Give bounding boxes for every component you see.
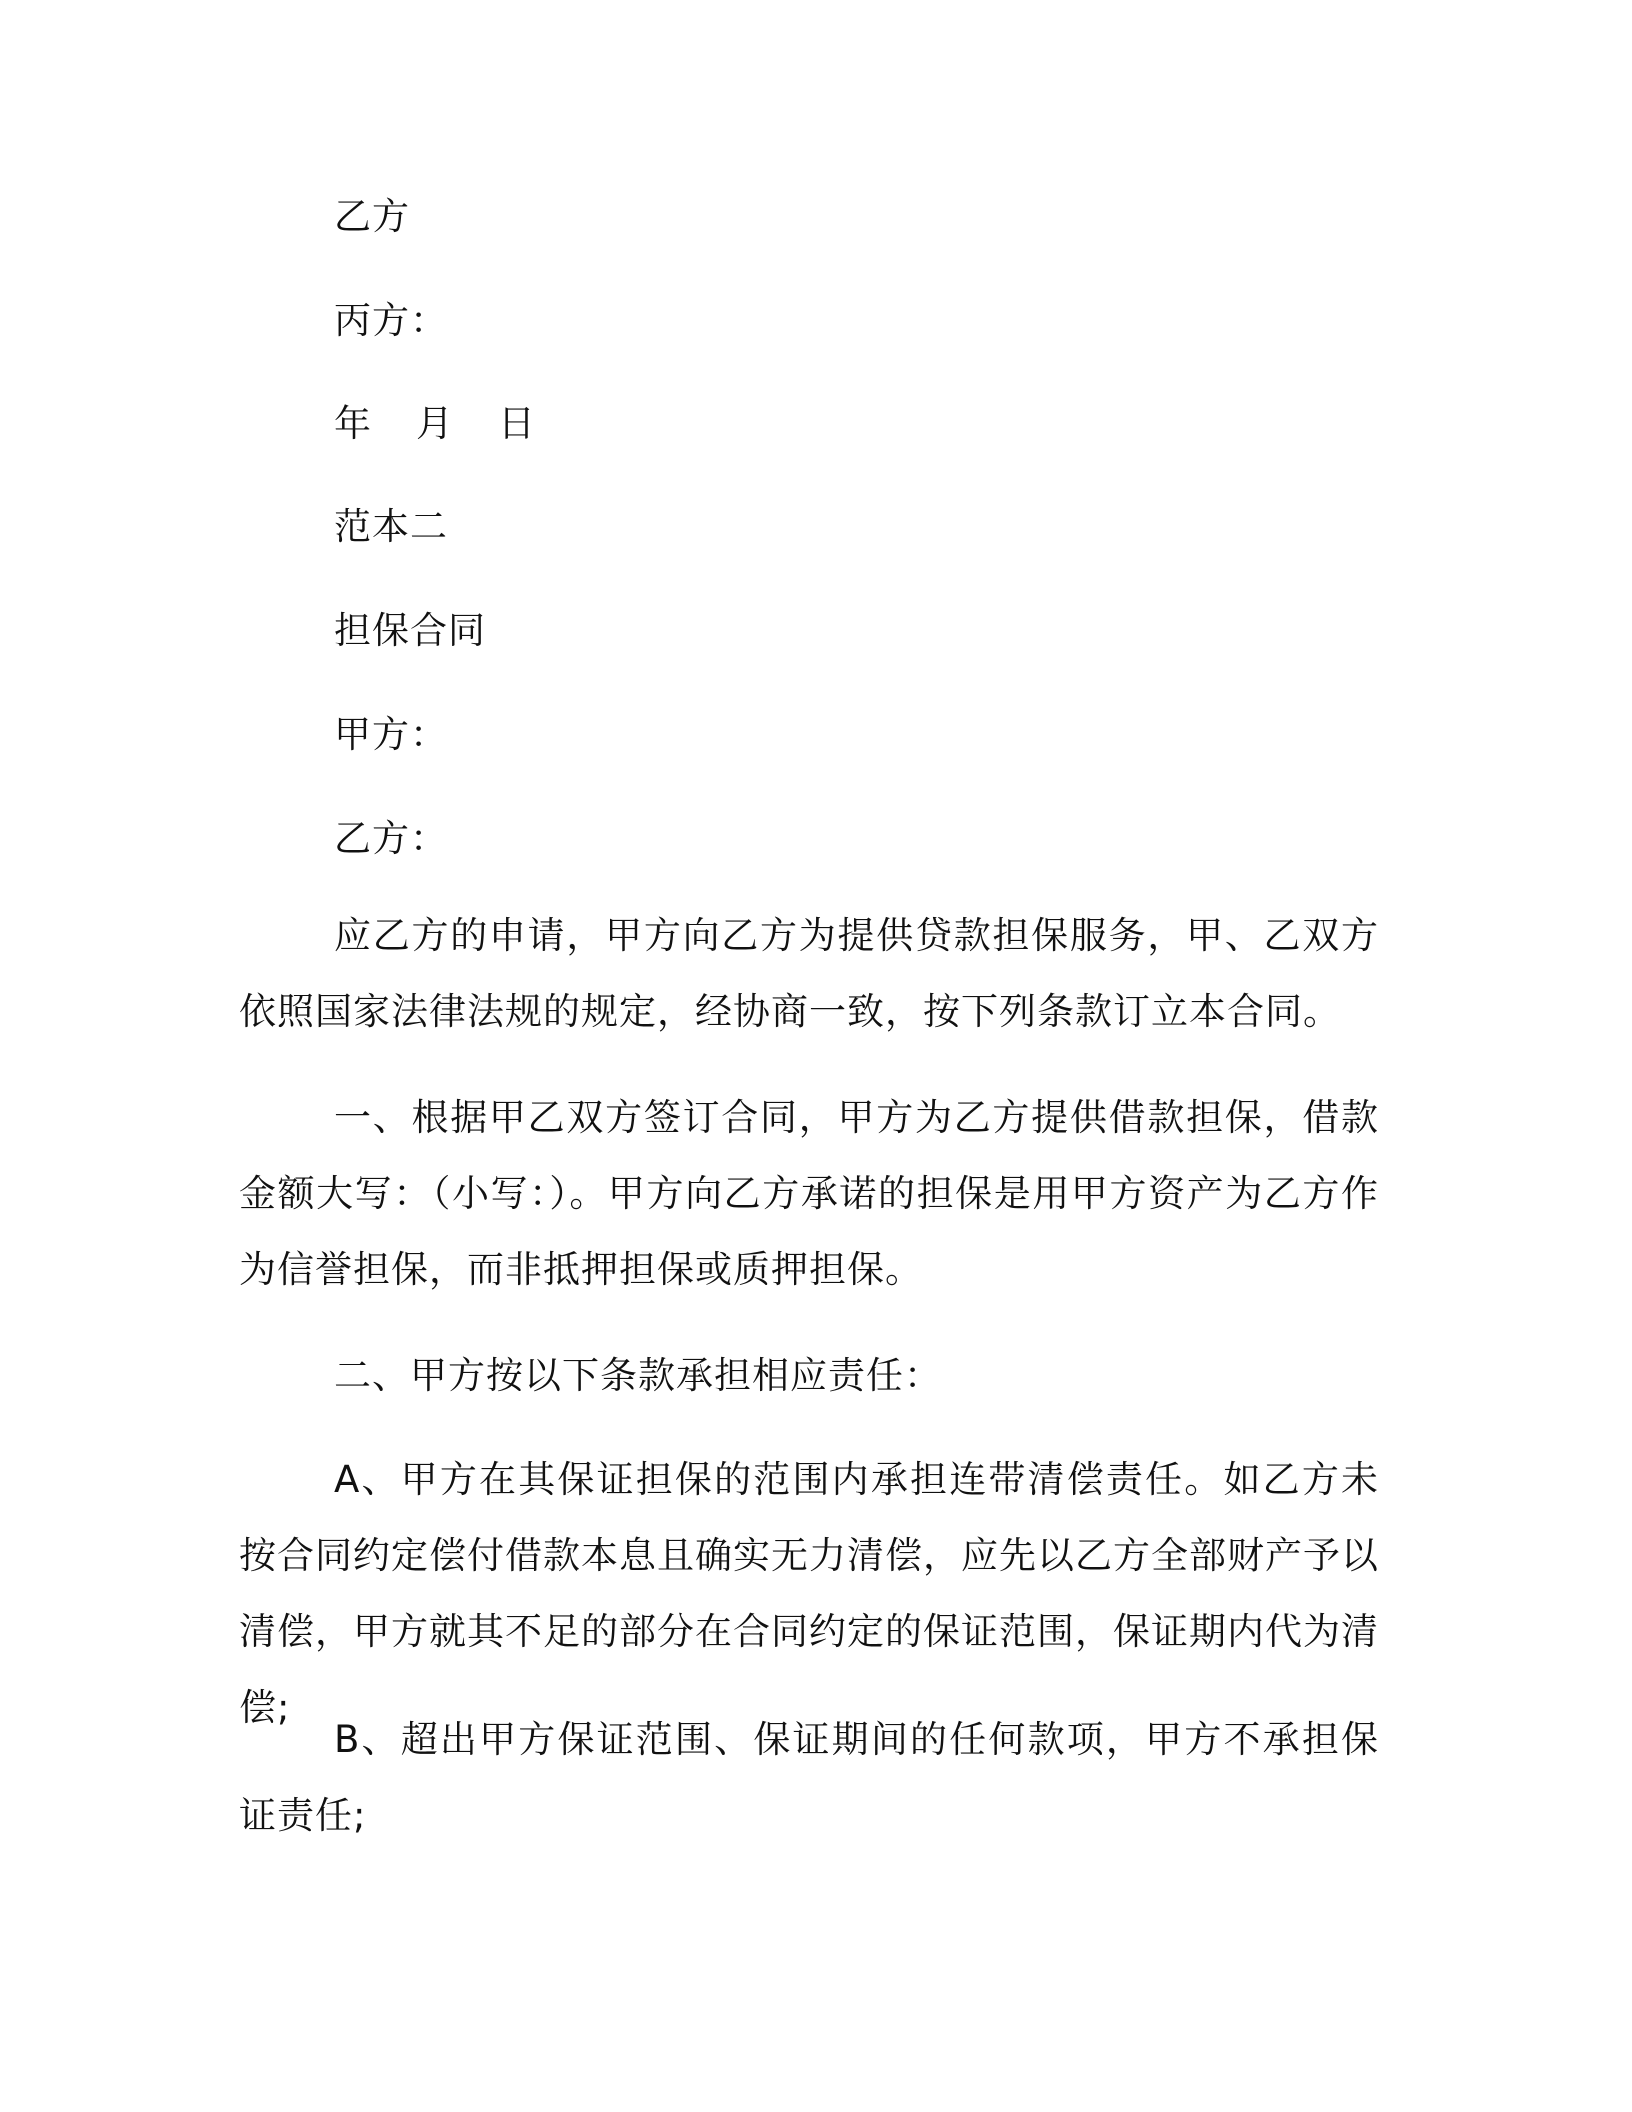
party-a-field: 甲方： bbox=[334, 713, 448, 756]
intro-paragraph: 应乙方的申请，甲方向乙方为提供贷款担保服务，甲、乙双方依照国家法律法规的规定，经协商一致，按下列条款订立本合同。 bbox=[239, 914, 1379, 1033]
date-month: 月 bbox=[416, 402, 454, 445]
date-day: 日 bbox=[498, 402, 536, 445]
contract-title: 担保合同 bbox=[334, 609, 486, 652]
party-b-label: 乙方 bbox=[334, 195, 410, 238]
clause-2a-paragraph: A、甲方在其保证担保的范围内承担连带清偿责任。如乙方未按合同约定偿付借款本息且确实无力清偿，应先以乙方全部财产予以清偿，甲方就其不足的部分在合同约定的保证范围，保证期内代为清偿; bbox=[239, 1458, 1379, 1729]
clause-2-heading: 二、甲方按以下条款承担相应责任： bbox=[334, 1354, 942, 1397]
date-line bbox=[334, 402, 536, 445]
template-number: 范本二 bbox=[334, 505, 448, 548]
clause-1-paragraph: 一、根据甲乙双方签订合同，甲方为乙方提供借款担保，借款金额大写：（小写：）。甲方向乙方承诺的担保是用甲方资产为乙方作为信誉担保，而非抵押担保或质押担保。 bbox=[239, 1096, 1379, 1291]
party-c-label: 丙方： bbox=[334, 299, 448, 342]
date-year: 年 bbox=[334, 402, 372, 445]
clause-2b-paragraph: B、超出甲方保证范围、保证期间的任何款项，甲方不承担保证责任; bbox=[239, 1718, 1379, 1837]
party-b-field: 乙方： bbox=[334, 817, 448, 860]
